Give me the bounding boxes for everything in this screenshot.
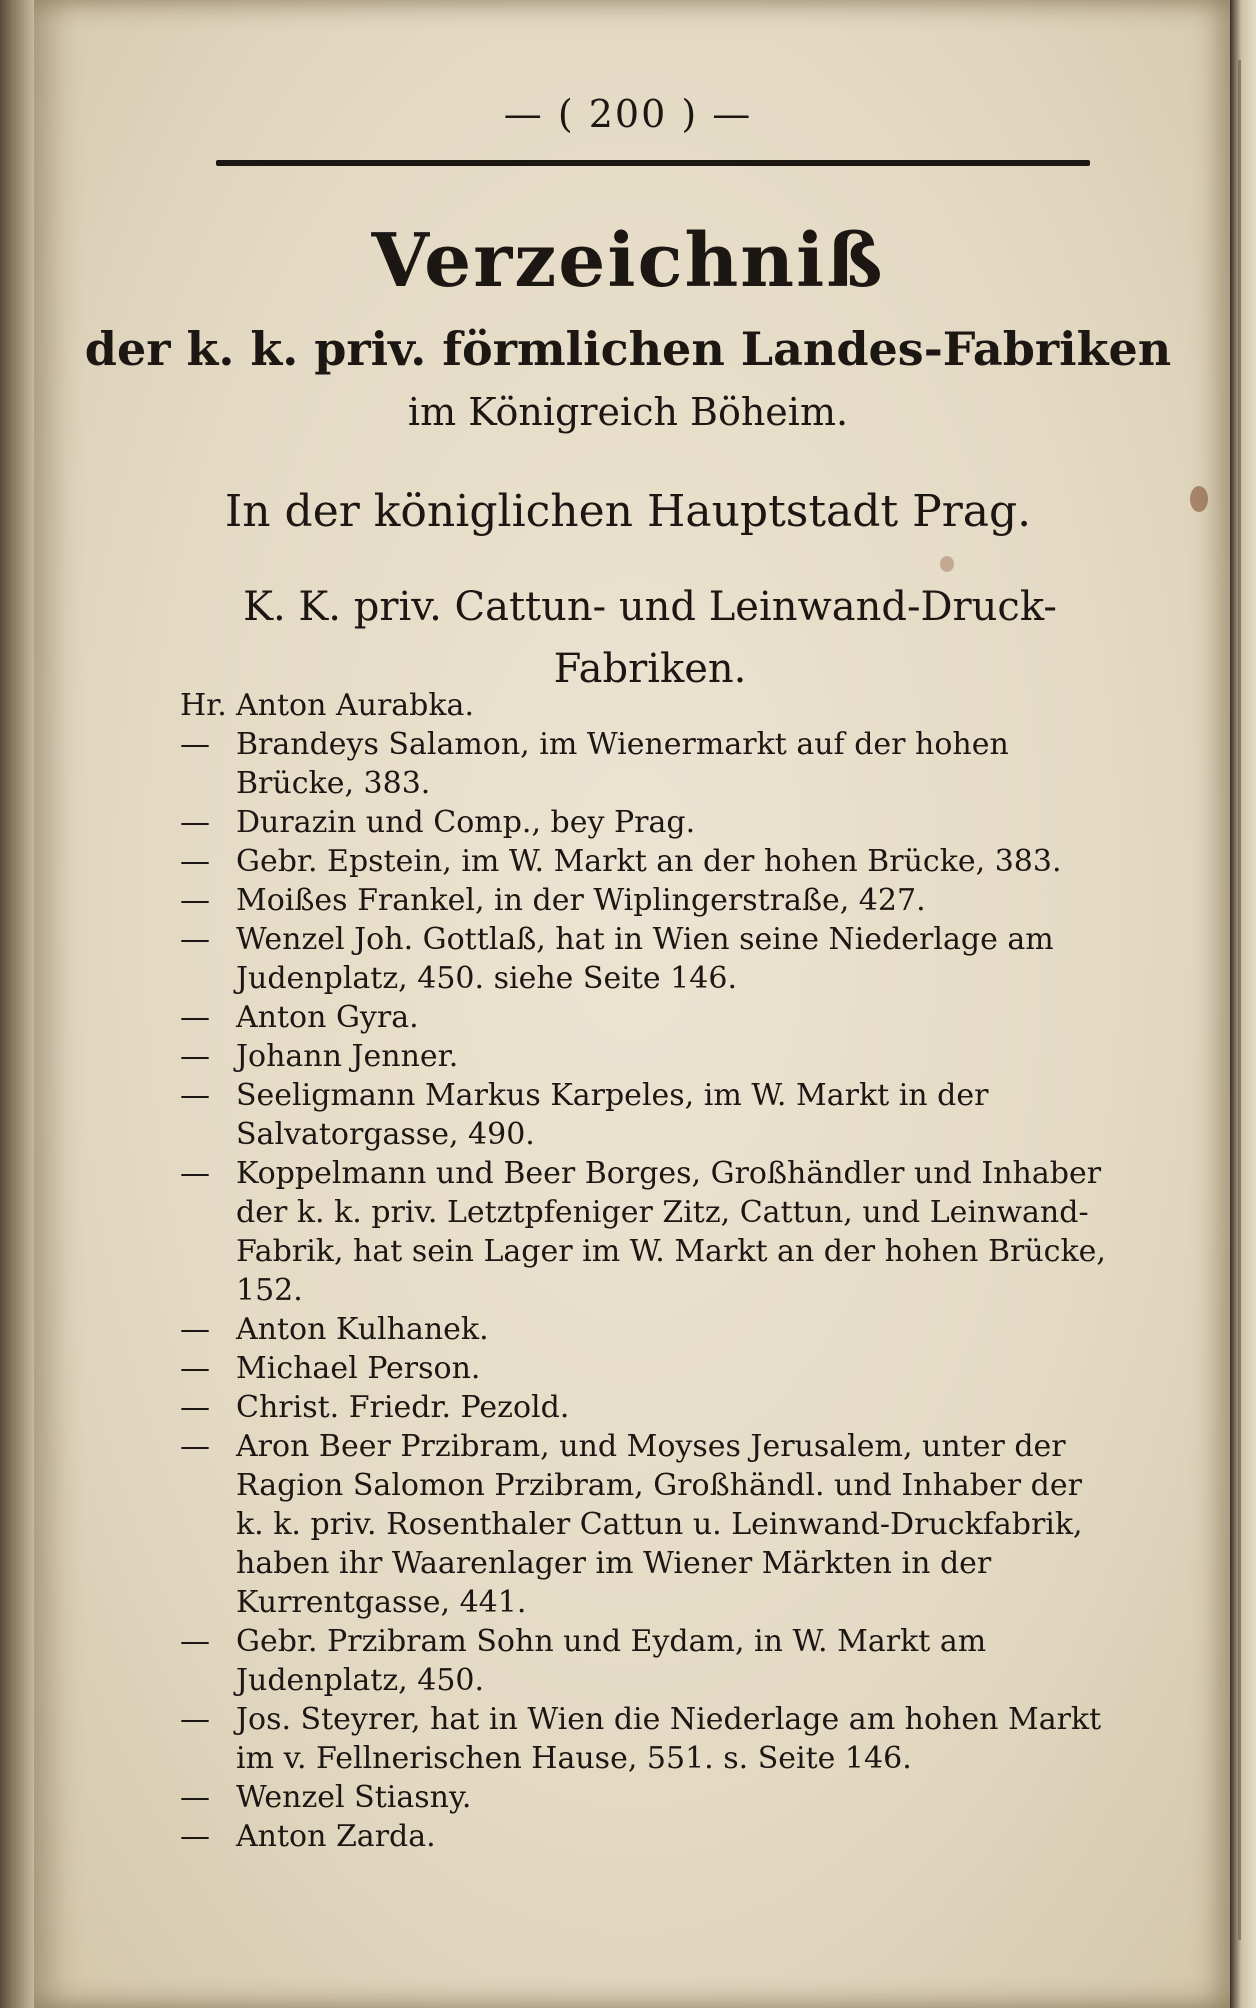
- entry-text: Aron Beer Przibram, und Moyses Jerusalem, unter der Ragion Salomon Przibram, Großhändl. und Inhaber der k. k. priv. Rosenthaler Cattun u. Leinwand-Druckfabrik, haben ihr Waarenlager im Wiener Märkten in der Kurrentgasse, 441.: [236, 1429, 1083, 1620]
- entry-marker: —: [180, 805, 210, 840]
- entry-text: Jos. Steyrer, hat in Wien die Niederlage am hohen Markt im v. Fellnerischen Hause, 551. s. Seite 146.: [236, 1702, 1102, 1776]
- entry-marker: —: [180, 1624, 210, 1659]
- list-item: [180, 1310, 1110, 1349]
- list-item: [180, 998, 1110, 1037]
- list-item: [180, 1037, 1110, 1076]
- list-item: [180, 803, 1110, 842]
- entry-marker: —: [180, 1039, 210, 1074]
- entry-marker: —: [180, 727, 210, 762]
- entry-marker: —: [180, 1429, 210, 1464]
- entry-text: Gebr. Epstein, im W. Markt an der hohen Brücke, 383.: [236, 844, 1062, 879]
- entry-marker: —: [180, 1156, 210, 1191]
- list-item: [180, 1076, 1110, 1154]
- list-item: [180, 1778, 1110, 1817]
- list-item: [180, 1388, 1110, 1427]
- entry-text: Durazin und Comp., bey Prag.: [236, 805, 696, 840]
- header-rule: [216, 160, 1090, 166]
- list-item: [180, 1349, 1110, 1388]
- entry-text: Anton Gyra.: [236, 1000, 419, 1035]
- entry-marker: —: [180, 883, 210, 918]
- list-item: [180, 1817, 1110, 1856]
- entry-text: Brandeys Salamon, im Wienermarkt auf der hohen Brücke, 383.: [236, 727, 1009, 801]
- list-item: [180, 725, 1110, 803]
- page-title: Verzeichniß: [371, 218, 885, 304]
- entry-marker: —: [180, 922, 210, 957]
- entry-text: Anton Zarda.: [236, 1819, 436, 1854]
- entry-marker: —: [180, 844, 210, 879]
- entry-text: Gebr. Przibram Sohn und Eydam, in W. Markt am Judenplatz, 450.: [236, 1624, 987, 1698]
- entries-list: [180, 686, 1110, 1856]
- list-item: [180, 842, 1110, 881]
- entry-text: Seeligmann Markus Karpeles, im W. Markt in der Salvatorgasse, 490.: [236, 1078, 989, 1152]
- list-item: [180, 1622, 1110, 1700]
- entry-marker: —: [180, 1351, 210, 1386]
- entry-text: Anton Aurabka.: [236, 688, 474, 723]
- entry-marker: —: [180, 1000, 210, 1035]
- entry-text: Johann Jenner.: [236, 1039, 459, 1074]
- list-item: [180, 686, 1110, 725]
- entry-marker: —: [180, 1390, 210, 1425]
- ink-stain: [940, 556, 954, 572]
- city-heading: In der königlichen Hauptstadt Prag.: [224, 486, 1032, 537]
- section-heading: K. K. priv. Cattun- und Leinwand-Druck-Fabriken.: [243, 584, 1057, 692]
- entry-marker: Hr.: [180, 688, 227, 723]
- entry-marker: —: [180, 1078, 210, 1113]
- entry-marker: —: [180, 1819, 210, 1854]
- entry-text: Christ. Friedr. Pezold.: [236, 1390, 570, 1425]
- subtitle-line-2: im Königreich Böheim.: [407, 390, 849, 434]
- entry-text: Wenzel Joh. Gottlaß, hat in Wien seine Niederlage am Judenplatz, 450. siehe Seite 146.: [236, 922, 1054, 996]
- entry-text: Michael Person.: [236, 1351, 481, 1386]
- list-item: [180, 920, 1110, 998]
- entry-marker: —: [180, 1780, 210, 1815]
- list-item: [180, 881, 1110, 920]
- entry-text: Koppelmann und Beer Borges, Großhändler und Inhaber der k. k. priv. Letztpfeniger Zitz, Cattun, und Leinwand-Fabrik, hat sein Lager im W. Markt an der hohen Brücke, 152.: [236, 1156, 1106, 1308]
- entry-text: Wenzel Stiasny.: [236, 1780, 472, 1815]
- list-item: [180, 1427, 1110, 1622]
- entry-marker: —: [180, 1702, 210, 1737]
- entry-text: Moißes Frankel, in der Wiplingerstraße, 427.: [236, 883, 926, 918]
- list-item: [180, 1700, 1110, 1778]
- list-item: [180, 1154, 1110, 1310]
- entry-marker: —: [180, 1312, 210, 1347]
- subtitle-line-1: der k. k. priv. förmlichen Landes-Fabriken: [84, 322, 1172, 376]
- entry-text: Anton Kulhanek.: [236, 1312, 489, 1347]
- running-head: — ( 200 ) —: [503, 92, 753, 136]
